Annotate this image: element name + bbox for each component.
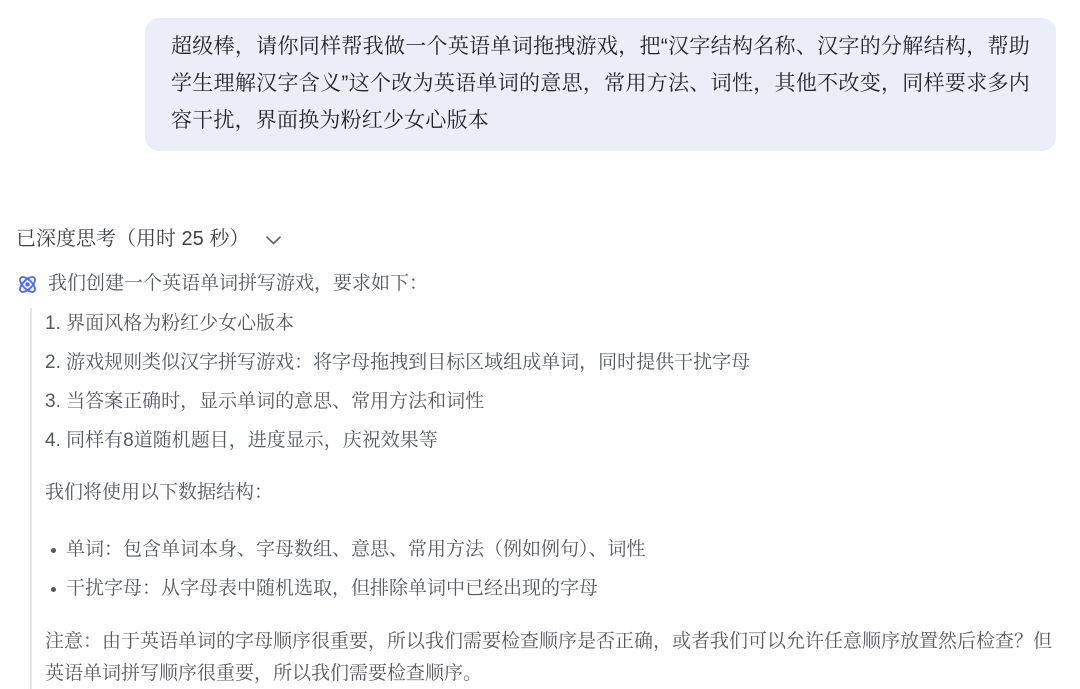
user-message-text: 超级棒，请你同样帮我做一个英语单词拖拽游戏，把“汉字结构名称、汉字的分解结构，帮助学生理解汉字含义”这个改为英语单词的意思，常用方法、词性，其他不改变，同样要求多内容干扰，界面换为粉红少女心版本 <box>171 35 1030 132</box>
bullet-dot-icon <box>51 587 56 592</box>
data-structure-list <box>45 536 1056 603</box>
list-item: 单词：包含单词本身、字母数组、意思、常用方法（例如例句）、词性 <box>45 536 1056 564</box>
note-paragraph: 注意：由于英语单词的字母顺序很重要，所以我们需要检查顺序是否正确，或者我们可以允许任意顺序放置然后检查？但英语单词拼写顺序很重要，所以我们需要检查顺序。 <box>45 631 1053 684</box>
bullet-dot-icon <box>51 548 56 553</box>
list-item: 3. 当答案正确时，显示单词的意思、常用方法和词性 <box>45 391 485 412</box>
chat-area <box>0 18 1080 689</box>
data-structure-intro: 我们将使用以下数据结构： <box>45 482 274 503</box>
assistant-intro-text: 我们创建一个英语单词拼写游戏，要求如下： <box>48 273 429 294</box>
assistant-intro-row <box>16 271 1080 297</box>
thinking-toggle-label: 已深度思考（用时 25 秒） <box>16 228 250 250</box>
user-message-bubble <box>145 18 1056 151</box>
assistant-thinking-body <box>30 308 1056 689</box>
list-item: 1. 界面风格为粉红少女心版本 <box>45 313 295 334</box>
list-item: 2. 游戏规则类似汉字拼写游戏：将字母拖拽到目标区域组成单词，同时提供干扰字母 <box>45 352 751 373</box>
thinking-toggle[interactable] <box>16 226 282 252</box>
list-item: 4. 同样有8道随机题目，进度显示，庆祝效果等 <box>45 430 438 451</box>
requirements-list <box>45 308 1056 455</box>
list-item: 干扰字母：从字母表中随机选取，但排除单词中已经出现的字母 <box>45 575 1056 603</box>
deepthink-atom-icon <box>16 273 39 296</box>
chevron-down-icon <box>265 235 282 246</box>
